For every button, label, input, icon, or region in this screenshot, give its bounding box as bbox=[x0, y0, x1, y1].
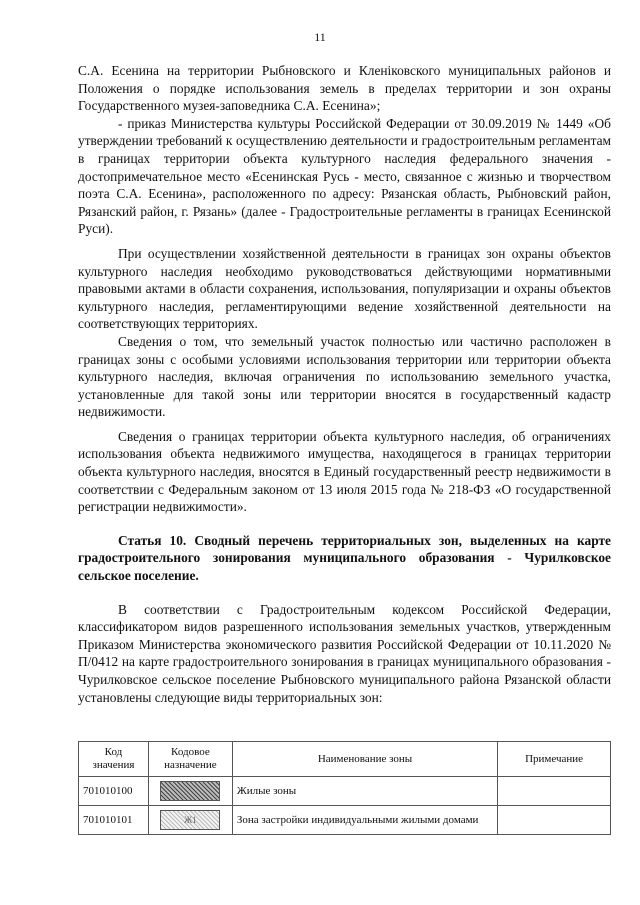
zone-swatch-zh1: Ж1 bbox=[160, 810, 220, 830]
header-designation: Кодовое назначение bbox=[148, 742, 232, 777]
cell-code: 701010100 bbox=[79, 777, 149, 806]
cell-note bbox=[498, 777, 611, 806]
paragraph-4: Сведения о том, что земельный участок полностью или частично расположен в границах зоны с особыми условиями использования территории или территории объекта культурного наследия, включая ограничения по использованию земельного участка, установленные для такой зоны или территории вносятся в государственный кадастр недвижимости. bbox=[78, 333, 611, 420]
header-name: Наименование зоны bbox=[232, 742, 497, 777]
zone-swatch-residential bbox=[160, 781, 220, 801]
table-header-row bbox=[79, 742, 611, 777]
zones-table bbox=[78, 741, 611, 835]
header-code: Код значения bbox=[79, 742, 149, 777]
article-heading: Статья 10. Сводный перечень территориальных зон, выделенных на карте градостроительного зонирования муниципального образования - Чурилковское сельское поселение. bbox=[78, 532, 611, 584]
paragraph-5: Сведения о границах территории объекта культурного наследия, об ограничениях использования объекта недвижимого имущества, находящегося в границах территории объекта культурного наследия, вносятся в Единый государственный реестр недвижимости в соответствии с Федеральным законом от 13 июля 2015 года № 218-ФЗ «О государственной регистрации недвижимости». bbox=[78, 428, 611, 515]
intro-paragraph: В соответствии с Градостроительным кодексом Российской Федерации, классификатором видов разрешенного использования земельных участков, утвержденным Приказом Министерства экономического развития Российской Федерации от 10.11.2020 № П/0412 на карте градостроительного зонирования в границах муниципального образования - Чурилковское сельское поселение Рыбновского муниципального района Рязанской области установлены следующие виды территориальных зон: bbox=[78, 601, 611, 705]
header-note: Примечание bbox=[498, 742, 611, 777]
paragraph-2: - приказ Министерства культуры Российской Федерации от 30.09.2019 № 1449 «Об утверждении требований к осуществлению деятельности и градостроительным регламентам в границах территории объекта культурного наследия федерального значения - достопримечательное место «Есенинская Русь - место, связанное с жизнью и творчеством поэта С.А. Есенина», расположенного по адресу: Рязанская область, Рыбновский район, Рязанский район, г. Рязань» (далее - Градостроительные регламенты в границах Есенинской Руси). bbox=[78, 115, 611, 237]
paragraph-1: С.А. Есенина на территории Рыбновского и Кленіковского муниципальных районов и Положения о порядке использования земель в пределах территории и зон охраны Государственного музея-заповедника С.А. Есенина»; bbox=[78, 63, 611, 114]
page-number: 11 bbox=[314, 30, 326, 44]
cell-designation bbox=[148, 806, 232, 835]
cell-designation bbox=[148, 777, 232, 806]
cell-name: Зона застройки индивидуальными жилыми домами bbox=[232, 806, 497, 835]
table-row bbox=[79, 777, 611, 806]
body-text bbox=[78, 62, 611, 706]
table-row bbox=[79, 806, 611, 835]
cell-code: 701010101 bbox=[79, 806, 149, 835]
cell-note bbox=[498, 806, 611, 835]
paragraph-3: При осуществлении хозяйственной деятельности в границах зон охраны объектов культурного наследия необходимо руководствоваться действующими нормативными правовыми актами в области сохранения, использования, популяризации и охраны объектов культурного наследия, регламентирующими ведение хозяйственной деятельности на соответствующих территориях. bbox=[78, 245, 611, 332]
cell-name: Жилые зоны bbox=[232, 777, 497, 806]
